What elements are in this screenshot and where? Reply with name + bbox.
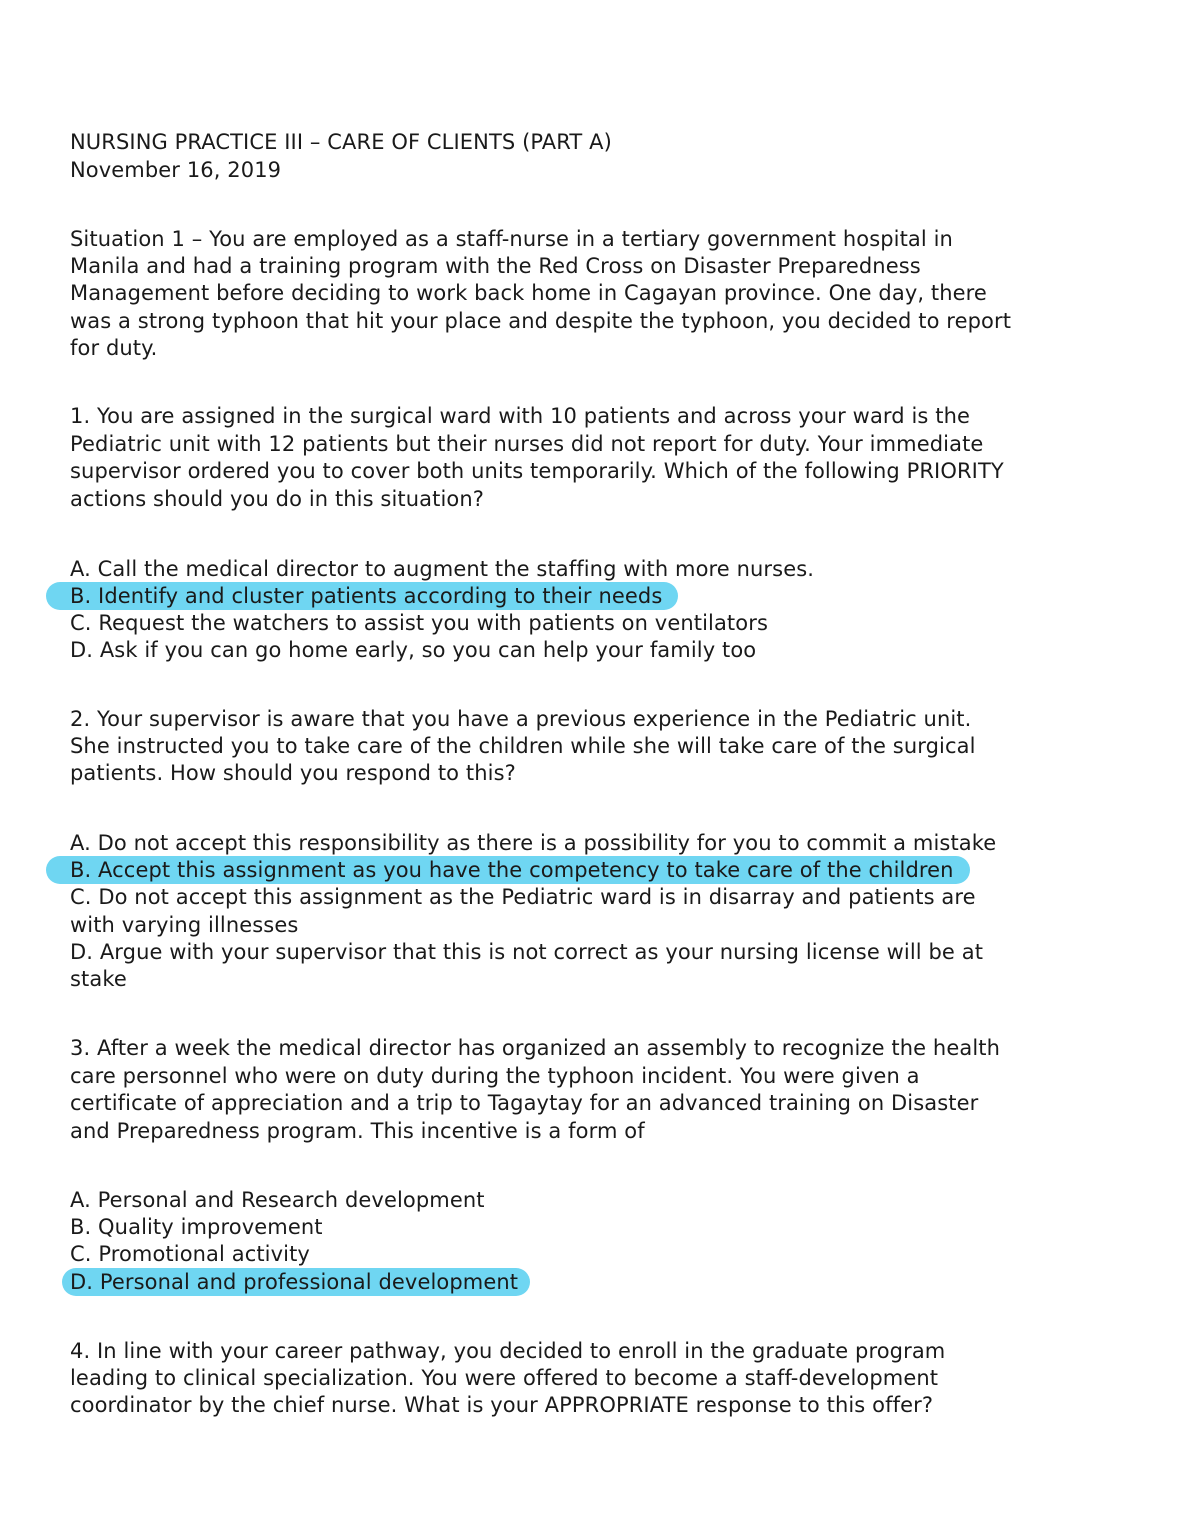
situation-line: Situation 1 – You are employed as a staff-nurse in a tertiary government hospital in [70, 227, 953, 251]
q1-question-line: 1. You are assigned in the surgical ward with 10 patients and across your ward is the [70, 404, 971, 428]
q2-option-d-cont: stake [70, 967, 127, 991]
q3-option-c: C. Promotional activity [70, 1242, 310, 1266]
situation-line: for duty. [70, 336, 158, 360]
q1-option-c: C. Request the watchers to assist you with patients on ventilators [70, 611, 768, 635]
situation-line: Manila and had a training program with the Red Cross on Disaster Preparedness [70, 254, 921, 278]
q2-option-c: C. Do not accept this assignment as the Pediatric ward is in disarray and patients are [70, 885, 976, 909]
q4-question-line: coordinator by the chief nurse. What is your APPROPRIATE response to this offer? [70, 1393, 934, 1417]
q2-question-line: She instructed you to take care of the children while she will take care of the surgical [70, 734, 976, 758]
q3-option-a: A. Personal and Research development [70, 1188, 485, 1212]
q3-option-b: B. Quality improvement [70, 1215, 323, 1239]
q3-question-line: and Preparedness program. This incentive is a form of [70, 1119, 645, 1143]
q1-option-b-highlighted [70, 583, 678, 610]
q2-question-line: 2. Your supervisor is aware that you have a previous experience in the Pediatric unit. [70, 707, 972, 731]
q1-question-line: supervisor ordered you to cover both units temporarily. Which of the following PRIORITY [70, 459, 1004, 483]
q2-question-line: patients. How should you respond to this? [70, 761, 516, 785]
q2-option-b-highlighted [70, 857, 970, 884]
q2-option-a: A. Do not accept this responsibility as there is a possibility for you to commit a mistake [70, 831, 997, 855]
answer-highlight: B. Accept this assignment as you have the competency to take care of the children [46, 856, 970, 884]
q1-question-line: Pediatric unit with 12 patients but their nurses did not report for duty. Your immediate [70, 432, 984, 456]
q1-option-a: A. Call the medical director to augment the staffing with more nurses. [70, 557, 815, 581]
q4-question-line: leading to clinical specialization. You were offered to become a staff-development [70, 1366, 939, 1390]
q3-question-line: certificate of appreciation and a trip to Tagaytay for an advanced training on Disaster [70, 1091, 979, 1115]
q2-option-d: D. Argue with your supervisor that this is not correct as your nursing license will be at [70, 940, 984, 964]
q1-option-d: D. Ask if you can go home early, so you can help your family too [70, 638, 757, 662]
q4-question-line: 4. In line with your career pathway, you decided to enroll in the graduate program [70, 1339, 946, 1363]
q1-question-line: actions should you do in this situation? [70, 487, 484, 511]
answer-highlight: B. Identify and cluster patients according to their needs [46, 582, 678, 610]
situation-line: Management before deciding to work back home in Cagayan province. One day, there [70, 281, 987, 305]
q3-question-line: 3. After a week the medical director has organized an assembly to recognize the health [70, 1036, 1001, 1060]
document-title: NURSING PRACTICE III – CARE OF CLIENTS (PART A) [70, 130, 612, 154]
q2-option-c-cont: with varying illnesses [70, 913, 299, 937]
q3-question-line: care personnel who were on duty during the typhoon incident. You were given a [70, 1064, 920, 1088]
answer-highlight: D. Personal and professional development [62, 1268, 530, 1296]
situation-line: was a strong typhoon that hit your place and despite the typhoon, you decided to report [70, 309, 1012, 333]
q3-option-d-highlighted [70, 1269, 530, 1296]
document-date: November 16, 2019 [70, 158, 282, 182]
